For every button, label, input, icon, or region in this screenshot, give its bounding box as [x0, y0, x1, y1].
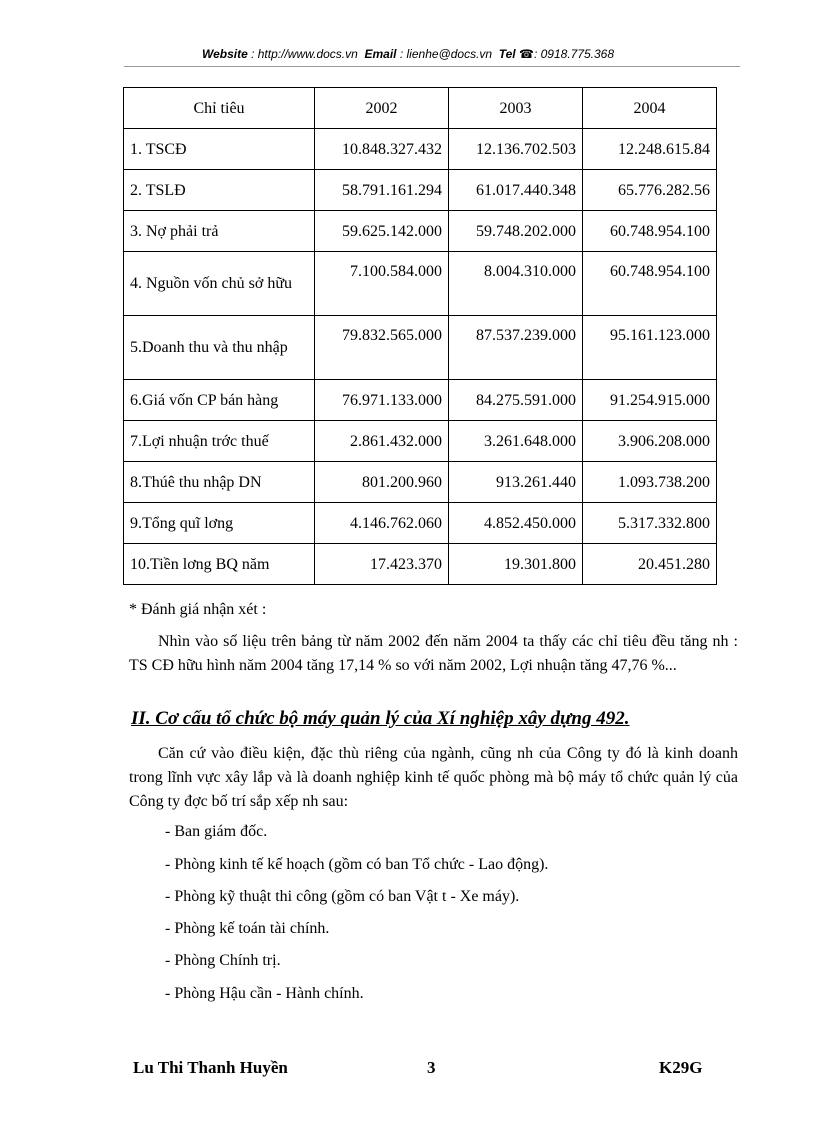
assessment-paragraph: Nhìn vào số liệu trên bảng từ năm 2002 đến năm 2004 ta thấy các chỉ tiêu đều tăng nh : TS CĐ hữu hình năm 2004 tăng 17,14 % so với năm 2002, Lợi nhuận tăng 47,76 %... [129, 633, 738, 674]
cell-2002: 7.100.584.000 [315, 252, 449, 316]
row-label: 3. Nợ phải trả [124, 211, 315, 252]
cell-2003: 4.852.450.000 [449, 503, 583, 544]
tel-number: : 0918.775.368 [533, 47, 615, 61]
email-address: : lienhe@docs.vn [399, 47, 493, 61]
table-row [124, 170, 717, 211]
list-item: - Phòng Hậu cần - Hành chính. [165, 985, 364, 1002]
table-row [124, 211, 717, 252]
header-divider [124, 66, 740, 67]
cell-2003: 19.301.800 [449, 544, 583, 585]
cell-2003: 87.537.239.000 [449, 316, 583, 380]
cell-2002: 4.146.762.060 [315, 503, 449, 544]
cell-2004: 5.317.332.800 [583, 503, 717, 544]
table-row [124, 252, 717, 316]
cell-2002: 76.971.133.000 [315, 380, 449, 421]
cell-2004: 65.776.282.56 [583, 170, 717, 211]
footer-class-code: K29G [659, 1058, 703, 1077]
row-label: 8.Thúê thu nhập DN [124, 462, 315, 503]
table-row [124, 129, 717, 170]
financial-table [123, 87, 717, 585]
section-paragraph: Căn cứ vào điều kiện, đặc thù riêng của ngành, cũng nh của Công ty đó là kinh doanh trong lĩnh vực xây lắp và là doanh nghiệp kinh tế quốc phòng mà bộ máy tổ chức quản lý của Công ty đợc bố trí sắp xếp nh sau: [129, 745, 738, 810]
cell-2003: 8.004.310.000 [449, 252, 583, 316]
table-row [124, 503, 717, 544]
cell-2003: 61.017.440.348 [449, 170, 583, 211]
list-item: - Phòng Chính trị. [165, 952, 281, 969]
cell-2003: 59.748.202.000 [449, 211, 583, 252]
list-item: - Phòng kế toán tài chính. [165, 920, 330, 937]
row-label: 2. TSLĐ [124, 170, 315, 211]
table-row [124, 380, 717, 421]
table-row [124, 316, 717, 380]
cell-2004: 1.093.738.200 [583, 462, 717, 503]
cell-2002: 17.423.370 [315, 544, 449, 585]
row-label: 10.Tiền lơng BQ năm [124, 544, 315, 585]
assessment-title: * Đánh giá nhận xét : [129, 601, 267, 618]
email-label: Email [364, 47, 397, 61]
footer-page-number: 3 [427, 1058, 436, 1077]
cell-2003: 913.261.440 [449, 462, 583, 503]
column-header: 2003 [449, 88, 583, 129]
table-header-row [124, 88, 717, 129]
cell-2004: 60.748.954.100 [583, 211, 717, 252]
column-header: 2002 [315, 88, 449, 129]
cell-2002: 801.200.960 [315, 462, 449, 503]
footer-author: Lu Thi Thanh Huyền [133, 1058, 288, 1077]
row-label: 6.Giá vốn CP bán hàng [124, 380, 315, 421]
section-heading: II. Cơ cấu tổ chức bộ máy quản lý của Xí nghiệp xây dựng 492. [131, 708, 630, 729]
website-url: : http://www.docs.vn [251, 47, 358, 61]
row-label: 7.Lợi nhuận trớc thuế [124, 421, 315, 462]
cell-2004: 91.254.915.000 [583, 380, 717, 421]
list-item: - Phòng kỹ thuật thi công (gồm có ban Vật t - Xe máy). [165, 888, 520, 905]
column-header: Chỉ tiêu [124, 88, 315, 129]
row-label: 1. TSCĐ [124, 129, 315, 170]
tel-label: Tel [498, 47, 516, 61]
website-label: Website [201, 47, 248, 61]
cell-2003: 3.261.648.000 [449, 421, 583, 462]
phone-icon: ☎ [519, 47, 534, 61]
cell-2002: 59.625.142.000 [315, 211, 449, 252]
table-row [124, 544, 717, 585]
page-header [0, 47, 816, 61]
cell-2004: 20.451.280 [583, 544, 717, 585]
cell-2002: 10.848.327.432 [315, 129, 449, 170]
table-row [124, 421, 717, 462]
cell-2004: 95.161.123.000 [583, 316, 717, 380]
list-item: - Phòng kinh tế kế hoạch (gồm có ban Tổ chức - Lao động). [165, 856, 549, 873]
cell-2003: 12.136.702.503 [449, 129, 583, 170]
column-header: 2004 [583, 88, 717, 129]
cell-2004: 3.906.208.000 [583, 421, 717, 462]
list-item: - Ban giám đốc. [165, 823, 268, 840]
table-row [124, 462, 717, 503]
cell-2004: 60.748.954.100 [583, 252, 717, 316]
cell-2002: 58.791.161.294 [315, 170, 449, 211]
cell-2003: 84.275.591.000 [449, 380, 583, 421]
row-label: 4. Nguồn vốn chủ sở hữu [124, 252, 315, 316]
cell-2002: 79.832.565.000 [315, 316, 449, 380]
row-label: 5.Doanh thu và thu nhập [124, 316, 315, 380]
cell-2002: 2.861.432.000 [315, 421, 449, 462]
row-label: 9.Tổng quĩ lơng [124, 503, 315, 544]
cell-2004: 12.248.615.84 [583, 129, 717, 170]
